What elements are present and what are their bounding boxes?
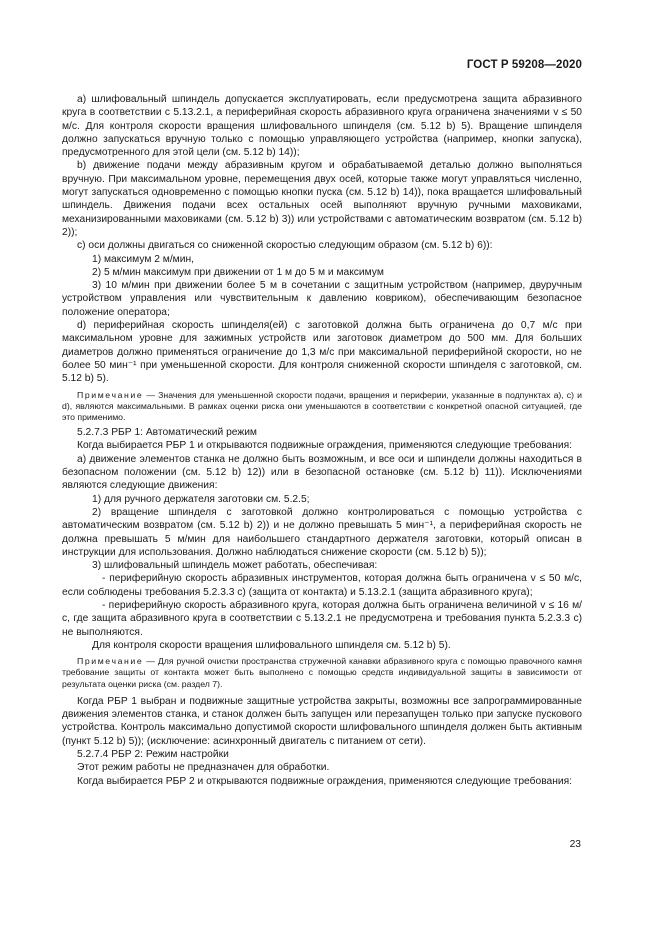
note-1 bbox=[62, 390, 582, 424]
note-text: — Для ручной очистки пространства стружечной канавки абразивного круга с помощью правочного камня требование защиты от контакта может быть выполнено с помощью средств индивидуальной защиты в зависимости от результата оценки риска (см. раздел 7). bbox=[62, 656, 582, 689]
document-standard-id: ГОСТ Р 59208—2020 bbox=[466, 59, 582, 71]
paragraph: Когда выбирается РБР 1 и открываются подвижные ограждения, применяются следующие требования: bbox=[77, 440, 573, 452]
section-heading-5274: 5.2.7.4 РБР 2: Режим настройки bbox=[77, 748, 229, 760]
paragraph-d: d) периферийная скорость шпинделя(ей) с заготовкой должна быть ограничена до 0,7 м/с при максимальном уровне для зажимных устройств или заготовок диаметром до 500 мм. Для больших диаметров должно применяться ограничение до 1,3 м/с при максимальной периферийной скорости, но не более 50 мин⁻¹ при уменьшенной скорости. Для контроля сниженной скорости шпинделя с заготовкой, см. 5.12 b) 5). bbox=[62, 320, 582, 385]
paragraph: Когда РБР 1 выбран и подвижные защитные устройства закрыты, возможны все запрограммированные движения элементов станка, и станок должен быть запущен или перезапущен только при запуске пускового устройства. Контроль максимально допустимой скорости шлифовального шпинделя должен быть активным (пункт 5.12 b) 5)); (исключение: асинхронный двигатель с питанием от сети). bbox=[62, 695, 582, 747]
page-number: 23 bbox=[569, 839, 581, 850]
list-item: 2) 5 м/мин максимум при движении от 1 м до 5 м и максимум bbox=[92, 266, 384, 278]
note-text: — Значения для уменьшенной скорости подачи, вращения и периферии, указанные в подпунктах а), с) и d), являются максимальными. В рамках оценки риска они уменьшаются в соответствии с конкретной опасной ситуацией, где это применимо. bbox=[62, 389, 582, 422]
paragraph: а) движение элементов станка не должно быть возможным, и все оси и шпиндели должны находиться в безопасном положении (см. 5.12 b) 12)) или в безопасной остановке (см. 5.12 b) 11)). Исключениями являются следующие движения: bbox=[62, 453, 582, 492]
page-content bbox=[62, 93, 582, 788]
paragraph: Когда выбирается РБР 2 и открываются подвижные ограждения, применяются следующие требования: bbox=[77, 775, 573, 787]
list-subitem: - периферийную скорость абразивного круга, которая должна быть ограничена величиной v ≤ 16 м/с, где защита абразивного круга в соответствии с 5.13.2.1 не предусмотрена и требования пункта 5.2.3.3 с) не выполняются. bbox=[62, 600, 582, 638]
paragraph: Этот режим работы не предназначен для обработки. bbox=[77, 762, 330, 774]
list-item: 1) максимум 2 м/мин, bbox=[92, 253, 194, 265]
note-label: Примечание bbox=[77, 389, 144, 400]
list-item: 1) для ручного держателя заготовки см. 5.2.5; bbox=[92, 493, 310, 505]
note-label: Примечание bbox=[77, 656, 144, 667]
list-item: 3) шлифовальный шпиндель может работать, обеспечивая: bbox=[92, 560, 378, 572]
paragraph-b: b) движение подачи между абразивным кругом и обрабатываемой деталью должно выполняться вручную. При максимальном уровне, перемещения двух осей, которые также могут управляться численно, могут запускаться одновременно с помощью кнопки пуска (см. 5.12 b) 14)), пока вращается шлифовальный шпиндель. Движения подачи всех остальных осей выполняют вручную ручными маховиками, механизированными маховиками (см. 5.12 b) 3)) или устройствами с автоматическим возвратом (см. 5.12 b) 2)); bbox=[62, 160, 582, 238]
paragraph-a: а) шлифовальный шпиндель допускается эксплуатировать, если предусмотрена защита абразивного круга в соответствии с 5.13.2.1, а периферийная скорость абразивного круга ограничена значениями v ≤ 50 м/с. Для контроля скорости вращения шлифовального шпинделя (см. 5.12 b) 5). Вращение шпинделя должно запускаться вручную только с помощью управляющего устройства (например, кнопки запуска), предусмотренного для этой цели (см. 5.12 b) 14)); bbox=[62, 94, 582, 159]
list-subitem: - периферийную скорость абразивных инструментов, которая должна быть ограничена v ≤ 50 м/с, если соблюдены требования 5.2.3.3 с) (защита от контакта) и 5.13.2.1 (защита абразивного круга); bbox=[62, 573, 582, 598]
list-item: 3) 10 м/мин при движении более 5 м в сочетании с защитным устройством (например, двуручным устройством управления или чувствительным к давлению ковриком), обеспечивающим безопасное положение оператора; bbox=[62, 280, 582, 318]
list-item: 2) вращение шпинделя с заготовкой должно контролироваться с помощью устройства с автоматическим возвратом (см. 5.12 b) 2)) и не должно превышать 5 мин⁻¹, а периферийная скорость не должна превышать 5 м/мин для наибольшего стандартного держателя заготовки, который описан в инструкции для использования. Должно наблюдаться снижение скорости (см. 5.12 b) 5)); bbox=[62, 506, 582, 558]
paragraph-c: c) оси должны двигаться со сниженной скоростью следующим образом (см. 5.12 b) 6)): bbox=[77, 240, 493, 252]
paragraph: Для контроля скорости вращения шлифовального шпинделя см. 5.12 b) 5). bbox=[92, 639, 451, 651]
section-heading-5273: 5.2.7.3 РБР 1: Автоматический режим bbox=[77, 427, 257, 439]
note-2 bbox=[62, 656, 582, 690]
